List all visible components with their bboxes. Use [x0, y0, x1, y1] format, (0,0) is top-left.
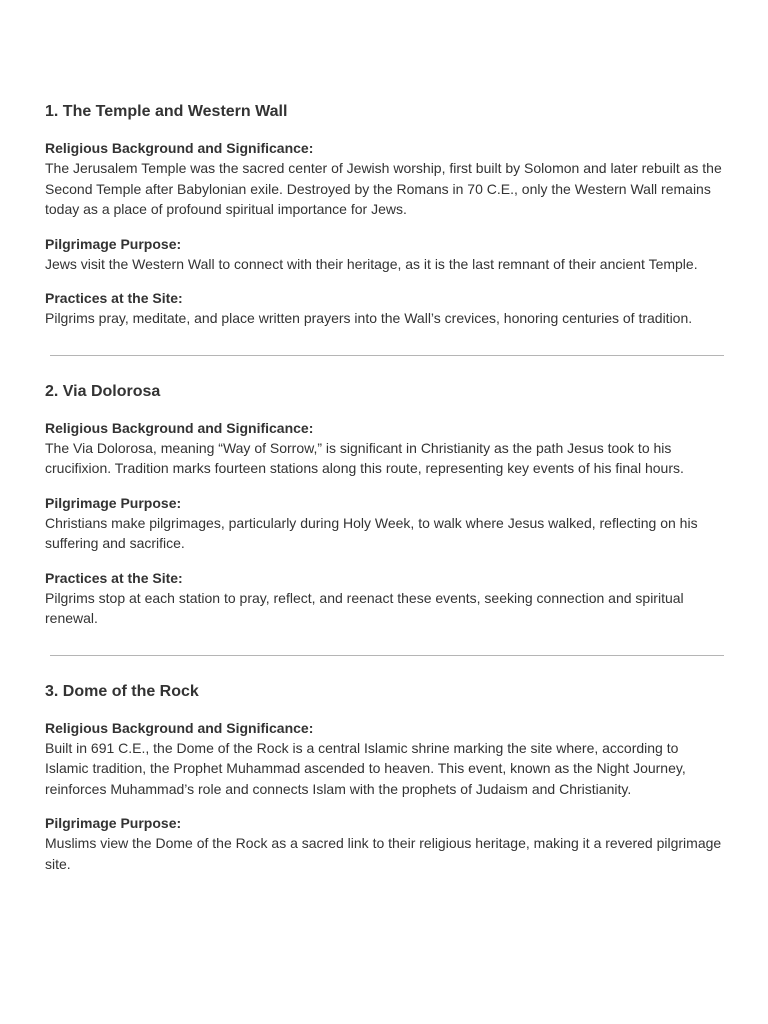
practices-block [45, 568, 723, 629]
background-text: The Jerusalem Temple was the sacred center of Jewish worship, first built by Solomon and later rebuilt as the Second Temple after Babylonian exile. Destroyed by the Romans in 70 C.E., only the Western Wall remains today as a place of profound spiritual importance for Jews. [45, 160, 722, 217]
background-text: The Via Dolorosa, meaning “Way of Sorrow,” is significant in Christianity as the path Jesus took to his crucifixion. Tradition marks fourteen stations along this route, representing key events of his final hours. [45, 439, 684, 476]
purpose-heading: Pilgrimage Purpose: [45, 235, 182, 252]
section-title: 3. Dome of the Rock [45, 682, 199, 700]
background-block [45, 138, 723, 220]
background-block [45, 418, 723, 479]
practices-block [45, 288, 723, 329]
purpose-text: Christians make pilgrimages, particularly during Holy Week, to walk where Jesus walked, reflecting on his suffering and sacrifice. [45, 514, 698, 551]
background-text: Built in 691 C.E., the Dome of the Rock is a central Islamic shrine marking the site where, according to Islamic tradition, the Prophet Muhammad ascended to heaven. This event, known as the Night Journey, reinforces Muhammad’s role and connects Islam with the prophets of Judaism and Christianity. [45, 739, 686, 797]
practices-heading: Practices at the Site: [45, 290, 183, 306]
section-dome-of-the-rock [45, 682, 723, 875]
section-via-dolorosa [45, 382, 723, 629]
background-heading: Religious Background and Significance: [45, 419, 314, 436]
purpose-block [45, 234, 723, 275]
purpose-heading: Pilgrimage Purpose: [45, 494, 182, 511]
purpose-block [45, 813, 723, 874]
practices-text: Pilgrims pray, meditate, and place written prayers into the Wall’s crevices, honoring centuries of tradition. [45, 310, 693, 326]
background-heading: Religious Background and Significance: [45, 140, 314, 156]
purpose-text: Muslims view the Dome of the Rock as a sacred link to their religious heritage, making it a revered pilgrimage site. [45, 835, 722, 872]
purpose-text: Jews visit the Western Wall to connect with their heritage, as it is the last remnant of their ancient Temple. [45, 255, 698, 272]
section-temple-western-wall [45, 102, 723, 329]
background-heading: Religious Background and Significance: [45, 719, 314, 736]
section-title: 2. Via Dolorosa [45, 382, 161, 400]
section-divider [50, 655, 724, 656]
section-divider [50, 355, 724, 356]
practices-text: Pilgrims stop at each station to pray, reflect, and reenact these events, seeking connection and spiritual renewal. [45, 589, 684, 626]
section-title: 1. The Temple and Western Wall [45, 103, 288, 120]
purpose-block [45, 493, 723, 554]
background-block [45, 718, 723, 800]
purpose-heading: Pilgrimage Purpose: [45, 815, 182, 831]
practices-heading: Practices at the Site: [45, 569, 183, 586]
